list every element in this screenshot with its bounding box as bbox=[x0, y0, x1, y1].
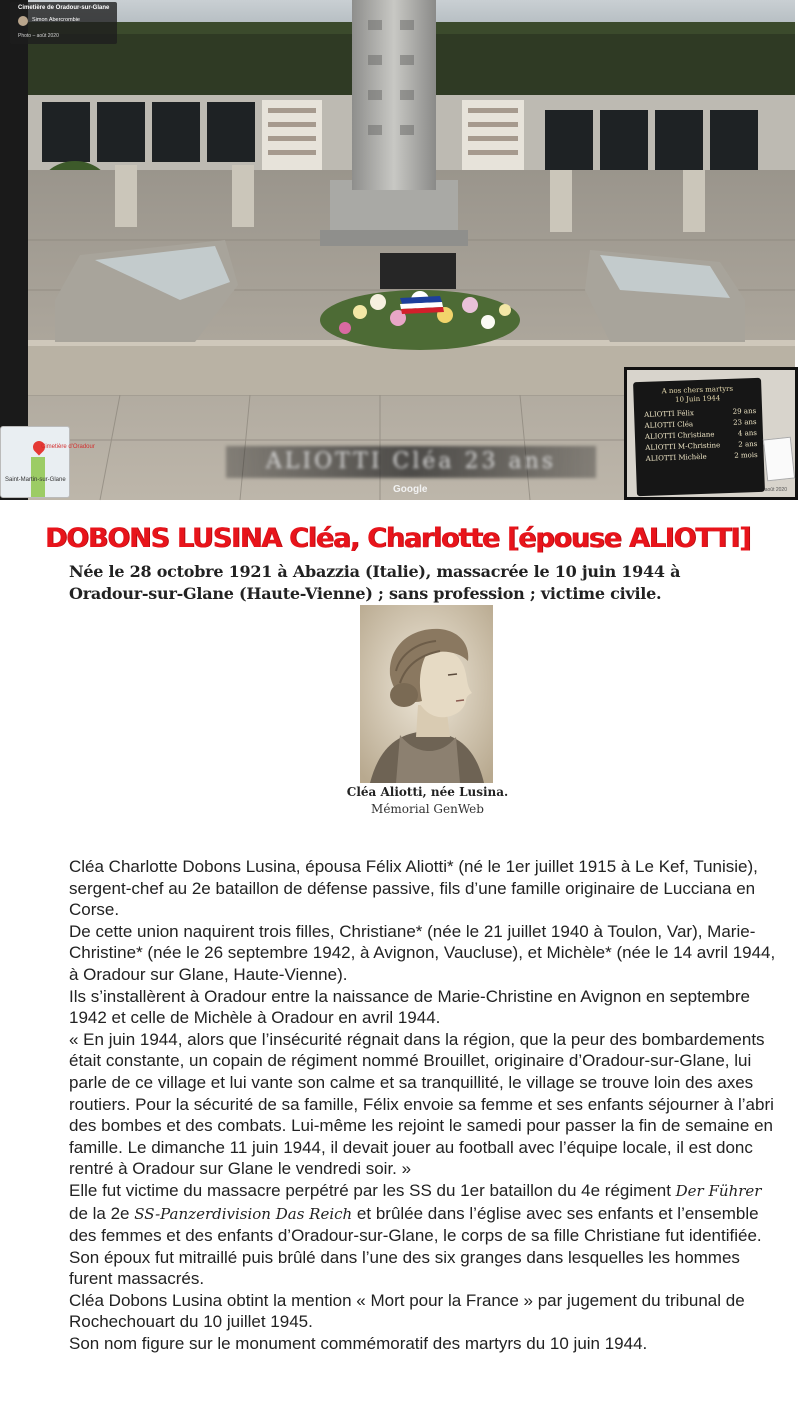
streetview-info-card[interactable] bbox=[10, 2, 117, 44]
minimap[interactable] bbox=[0, 426, 95, 498]
portrait-source: Mémorial GenWeb bbox=[371, 802, 484, 816]
place-name[interactable]: Cimetière de Oradour-sur-Glane bbox=[18, 5, 110, 11]
streetview-photo[interactable] bbox=[0, 0, 795, 500]
memorial-card bbox=[763, 437, 795, 482]
division-name: SS-Panzerdivision Das Reich bbox=[134, 1204, 353, 1223]
minimap-label-cemetery: Cimetière d'Oradour bbox=[41, 444, 95, 450]
memorial-plaque bbox=[633, 378, 765, 496]
portrait-photo bbox=[360, 605, 493, 783]
plaque-row: ALIOTTI Félix 29 ans bbox=[644, 406, 757, 419]
plaque-row: ALIOTTI Christiane 4 ans bbox=[644, 428, 758, 441]
paragraph-children: De cette union naquirent trois filles, Christiane* (née le 21 juillet 1940 à Toulon, Var), Marie-Christine* (née le 26 septembre 1942, à Avignon, Vaucluse), et Michèle* (née le 14 avril 1944, à Oradour sur Glane, Haute-Vienne). bbox=[69, 921, 776, 984]
inset-photo-date: août 2020 bbox=[764, 487, 787, 493]
photo-date: Photo – août 2020 bbox=[18, 33, 59, 39]
article-body bbox=[69, 856, 785, 1355]
plaque-row: ALIOTTI Cléa 23 ans bbox=[644, 417, 757, 430]
portrait-caption: Cléa Aliotti, née Lusina. bbox=[346, 785, 509, 799]
article-lede: Née le 28 octobre 1921 à Abazzia (Italie), massacrée le 10 juin 1944 à Oradour-sur-Glane (Haute-Vienne) ; sans profession ; victime civile. bbox=[69, 562, 681, 603]
unit-name-der-fuhrer: Der Führer bbox=[675, 1181, 762, 1200]
plaque-inset-photo bbox=[624, 367, 798, 500]
portrait-drawing bbox=[360, 605, 493, 783]
paragraph-mention: Cléa Dobons Lusina obtint la mention « Mort pour la France » par jugement du tribunal de Rochechouart du 10 juillet 1945. bbox=[69, 1290, 745, 1332]
author-avatar bbox=[18, 16, 28, 26]
plaque-dedication: A nos chers martyrs bbox=[661, 384, 734, 396]
paragraph-monument: Son nom figure sur le monument commémoratif des martyrs du 10 juin 1944. bbox=[69, 1334, 648, 1354]
google-logo: Google bbox=[393, 484, 428, 495]
plaque-row: ALIOTTI Michèle 2 mois bbox=[645, 450, 758, 463]
blurred-name-overlay: ALIOTTI Cléa 23 ans bbox=[226, 446, 596, 478]
paragraph-settlement: Ils s’installèrent à Oradour entre la naissance de Marie-Christine en Avignon en septembre 1942 et celle de Michèle à Oradour en avril 1944. bbox=[69, 986, 750, 1028]
paragraph-quote: « En juin 1944, alors que l’insécurité régnait dans la région, que la peur des bombardements était constante, un copain de régiment nommé Brouillet, originaire d’Oradour-sur-Glane, lui parle de ce village et lui vante son calme et sa tranquillité, le village se trouve loin des axes routiers. Pour la sécurité de sa famille, Félix envoie sa femme et ses enfants séjourner à l’abri des bombes et des combats. Lui-même les rejoint le samedi pour passer la fin de semaine en famille. Le dimanche 11 juin 1944, il devait jouer au football avec l’équipe locale, il est donc rentré à Oradour sur Glane le vendredi soir. » bbox=[69, 1029, 774, 1179]
minimap-label-town: Saint-Martin-sur-Glane bbox=[5, 477, 66, 483]
paragraph-massacre: Elle fut victime du massacre perpétré par les SS du 1er bataillon du 4e régiment Der Führer de la 2e SS-Panzerdivision Das Reich et brûlée dans l’église avec ses enfants et l’ensemble des femmes et des enfants d’Oradour-sur-Glane, le corps de sa fille Christiane fut identifiée. Son époux fut mitraillé puis brûlé dans l’une des six granges dans lesquelles les hommes furent massacrés. bbox=[69, 1180, 762, 1289]
photo-author[interactable]: Simon Abercrombie bbox=[32, 17, 80, 23]
paragraph-marriage: Cléa Charlotte Dobons Lusina, épousa Félix Aliotti* (né le 1er juillet 1915 à Le Kef, Tunisie), sergent-chef au 2e bataillon de défense passive, fils d’une famille originaire de Lucciana en Corse. bbox=[69, 857, 758, 920]
article-title: DOBONS LUSINA Cléa, Charlotte [épouse ALIOTTI] bbox=[44, 523, 751, 554]
plaque-row: ALIOTTI M-Christine 2 ans bbox=[645, 439, 758, 452]
plaque-date: 10 Juin 1944 bbox=[674, 394, 721, 404]
